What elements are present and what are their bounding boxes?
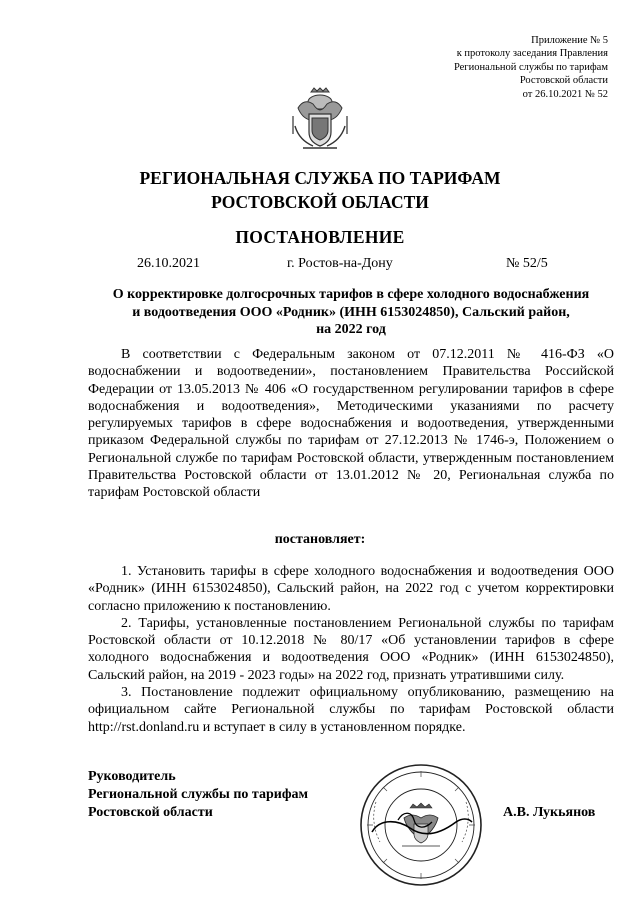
resolution-item: 1. Установить тарифы в сфере холодного водоснабжения и водоотведения ООО «Родник» (ИНН 6153024850), Сальский район, на 2022 год с учетом корректировки согласно приложению к постановлению. xyxy=(88,564,614,614)
preamble xyxy=(88,346,614,502)
subject-line: О корректировке долгосрочных тарифов в сфере холодного водоснабжения xyxy=(112,287,590,302)
appendix-line: Приложение № 5 xyxy=(531,35,608,46)
official-seal-icon xyxy=(358,762,484,888)
organization-title-line: РОСТОВСКОЙ ОБЛАСТИ xyxy=(211,192,429,212)
organization-title xyxy=(0,166,640,214)
signer-position-line: Ростовской области xyxy=(88,805,213,820)
resolution-item: 2. Тарифы, установленные постановлением Региональной службы по тарифам Ростовской области от 10.12.2018 № 80/17 «Об установлении тарифов в сфере холодного водоснабжения и водоотведения ООО «Родник» (ИНН 6153024850), Сальский район, на 2019 - 2023 годы» на 2022 год, признать утратившими силу. xyxy=(88,615,614,683)
resolution-item: 3. Постановление подлежит официальному опубликованию, размещению на официальном сайте Региональной службы по тарифам Ростовской области http://rst.donland.ru и вступает в силу в установленном порядке. xyxy=(88,685,614,735)
document-type: ПОСТАНОВЛЕНИЕ xyxy=(235,227,405,247)
document-city: г. Ростов-на-Дону xyxy=(287,256,393,271)
appendix-note xyxy=(454,34,608,101)
signer-position xyxy=(88,768,308,822)
appendix-line: Региональной службы по тарифам xyxy=(453,61,608,73)
appendix-line: к протоколу заседания Правления xyxy=(456,48,608,60)
subject-line: на 2022 год xyxy=(316,322,386,337)
document-subject xyxy=(88,286,614,339)
appendix-line: от 26.10.2021 № 52 xyxy=(522,88,608,100)
document-number: № 52/5 xyxy=(506,256,548,271)
resolves-heading: постановляет: xyxy=(274,532,366,547)
signer-position-line: Региональной службы по тарифам xyxy=(88,787,309,802)
organization-title-line: РЕГИОНАЛЬНАЯ СЛУЖБА ПО ТАРИФАМ xyxy=(139,168,501,188)
signer-position-line: Руководитель xyxy=(88,769,176,784)
coat-of-arms-icon xyxy=(291,86,349,152)
appendix-line: Ростовской области xyxy=(519,75,608,87)
subject-line: и водоотведения ООО «Родник» (ИНН 6153024850), Сальский район, xyxy=(132,304,570,320)
document-date: 26.10.2021 xyxy=(137,256,200,271)
preamble-paragraph: В соответствии с Федеральным законом от 07.12.2011 № 416-ФЗ «О водоснабжении и водоотведении», постановлением Правительства Российской Федерации от 13.05.2013 № 406 «О государственном регулировании тарифов в сфере водоснабжения и водоотведения», Методическими указаниями по расчету регулируемых тарифов в сфере водоснабжения и водоотведения, утвержденными приказом Федеральной службы по тарифам от 27.12.2013 № 1746-э, Положением о Региональной службе по тарифам Ростовской области, утвержденным постановлением Правительства Ростовской области от 13.01.2012 № 20, Региональная служба по тарифам Ростовской области xyxy=(88,347,614,501)
resolution-items xyxy=(88,563,614,736)
signer-name: А.В. Лукьянов xyxy=(503,805,596,820)
